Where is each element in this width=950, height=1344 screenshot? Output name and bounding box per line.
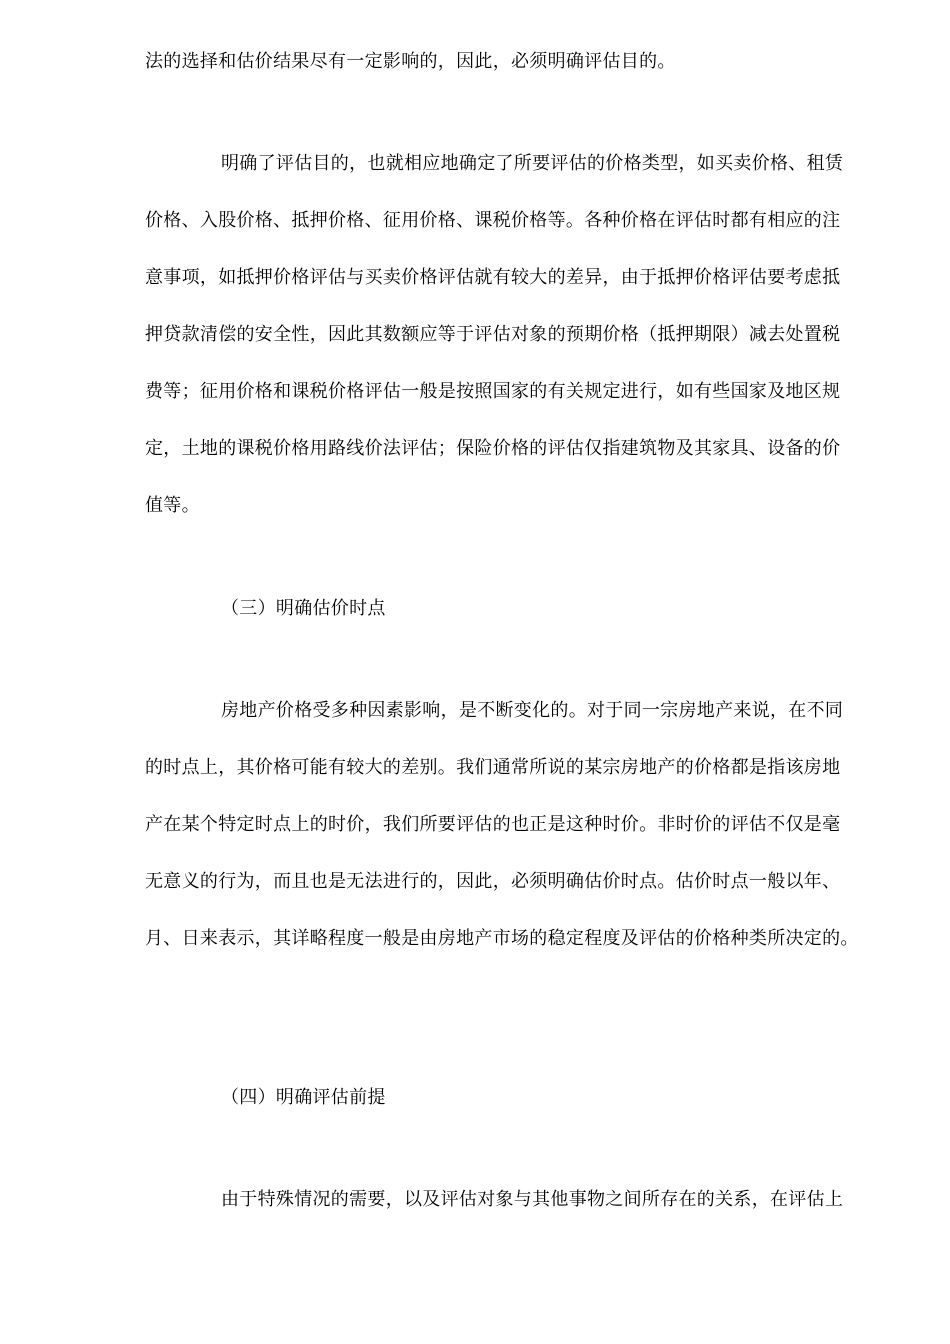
paragraph-2-line-7: 值等。 bbox=[145, 495, 200, 516]
paragraph-2-line-4: 押贷款清偿的安全性，因此其数额应等于评估对象的预期价格（抵押期限）减去处置税 bbox=[145, 324, 841, 345]
paragraph-2-line-6: 定，土地的课税价格用路线价法评估；保险价格的评估仅指建筑物及其家具、设备的价 bbox=[145, 438, 841, 459]
paragraph-3-line-5: 月、日来表示，其详略程度一般是由房地产市场的稳定程度及评估的价格种类所决定的。 bbox=[145, 928, 859, 949]
paragraph-3-line-3: 产在某个特定时点上的时价，我们所要评估的也正是这种时价。非时价的评估不仅是毫 bbox=[145, 814, 841, 835]
paragraph-3-line-4: 无意义的行为，而且也是无法进行的，因此，必须明确估价时点。估价时点一般以年、 bbox=[145, 871, 841, 892]
paragraph-2-line-3: 意事项，如抵押价格评估与买卖价格评估就有较大的差异，由于抵押价格评估要考虑抵 bbox=[145, 267, 841, 288]
paragraph-3-line-2: 的时点上，其价格可能有较大的差别。我们通常所说的某宗房地产的价格都是指该房地 bbox=[145, 757, 841, 778]
section-heading-4: （四）明确评估前提 bbox=[221, 1087, 386, 1108]
paragraph-4-line-1: 由于特殊情况的需要，以及评估对象与其他事物之间所存在的关系，在评估上 bbox=[221, 1189, 844, 1210]
paragraph-1-line-1: 法的选择和估价结果尽有一定影响的，因此，必须明确评估目的。 bbox=[145, 51, 676, 72]
paragraph-2-line-2: 价格、入股价格、抵押价格、征用价格、课税价格等。各种价格在评估时都有相应的注 bbox=[145, 210, 841, 231]
paragraph-2-line-1: 明确了评估目的，也就相应地确定了所要评估的价格类型，如买卖价格、租赁 bbox=[221, 153, 844, 174]
paragraph-3-line-1: 房地产价格受多种因素影响，是不断变化的。对于同一宗房地产来说，在不同 bbox=[221, 700, 844, 721]
paragraph-2-line-5: 费等；征用价格和课税价格评估一般是按照国家的有关规定进行，如有些国家及地区规 bbox=[145, 381, 841, 402]
section-heading-3: （三）明确估价时点 bbox=[221, 598, 386, 619]
